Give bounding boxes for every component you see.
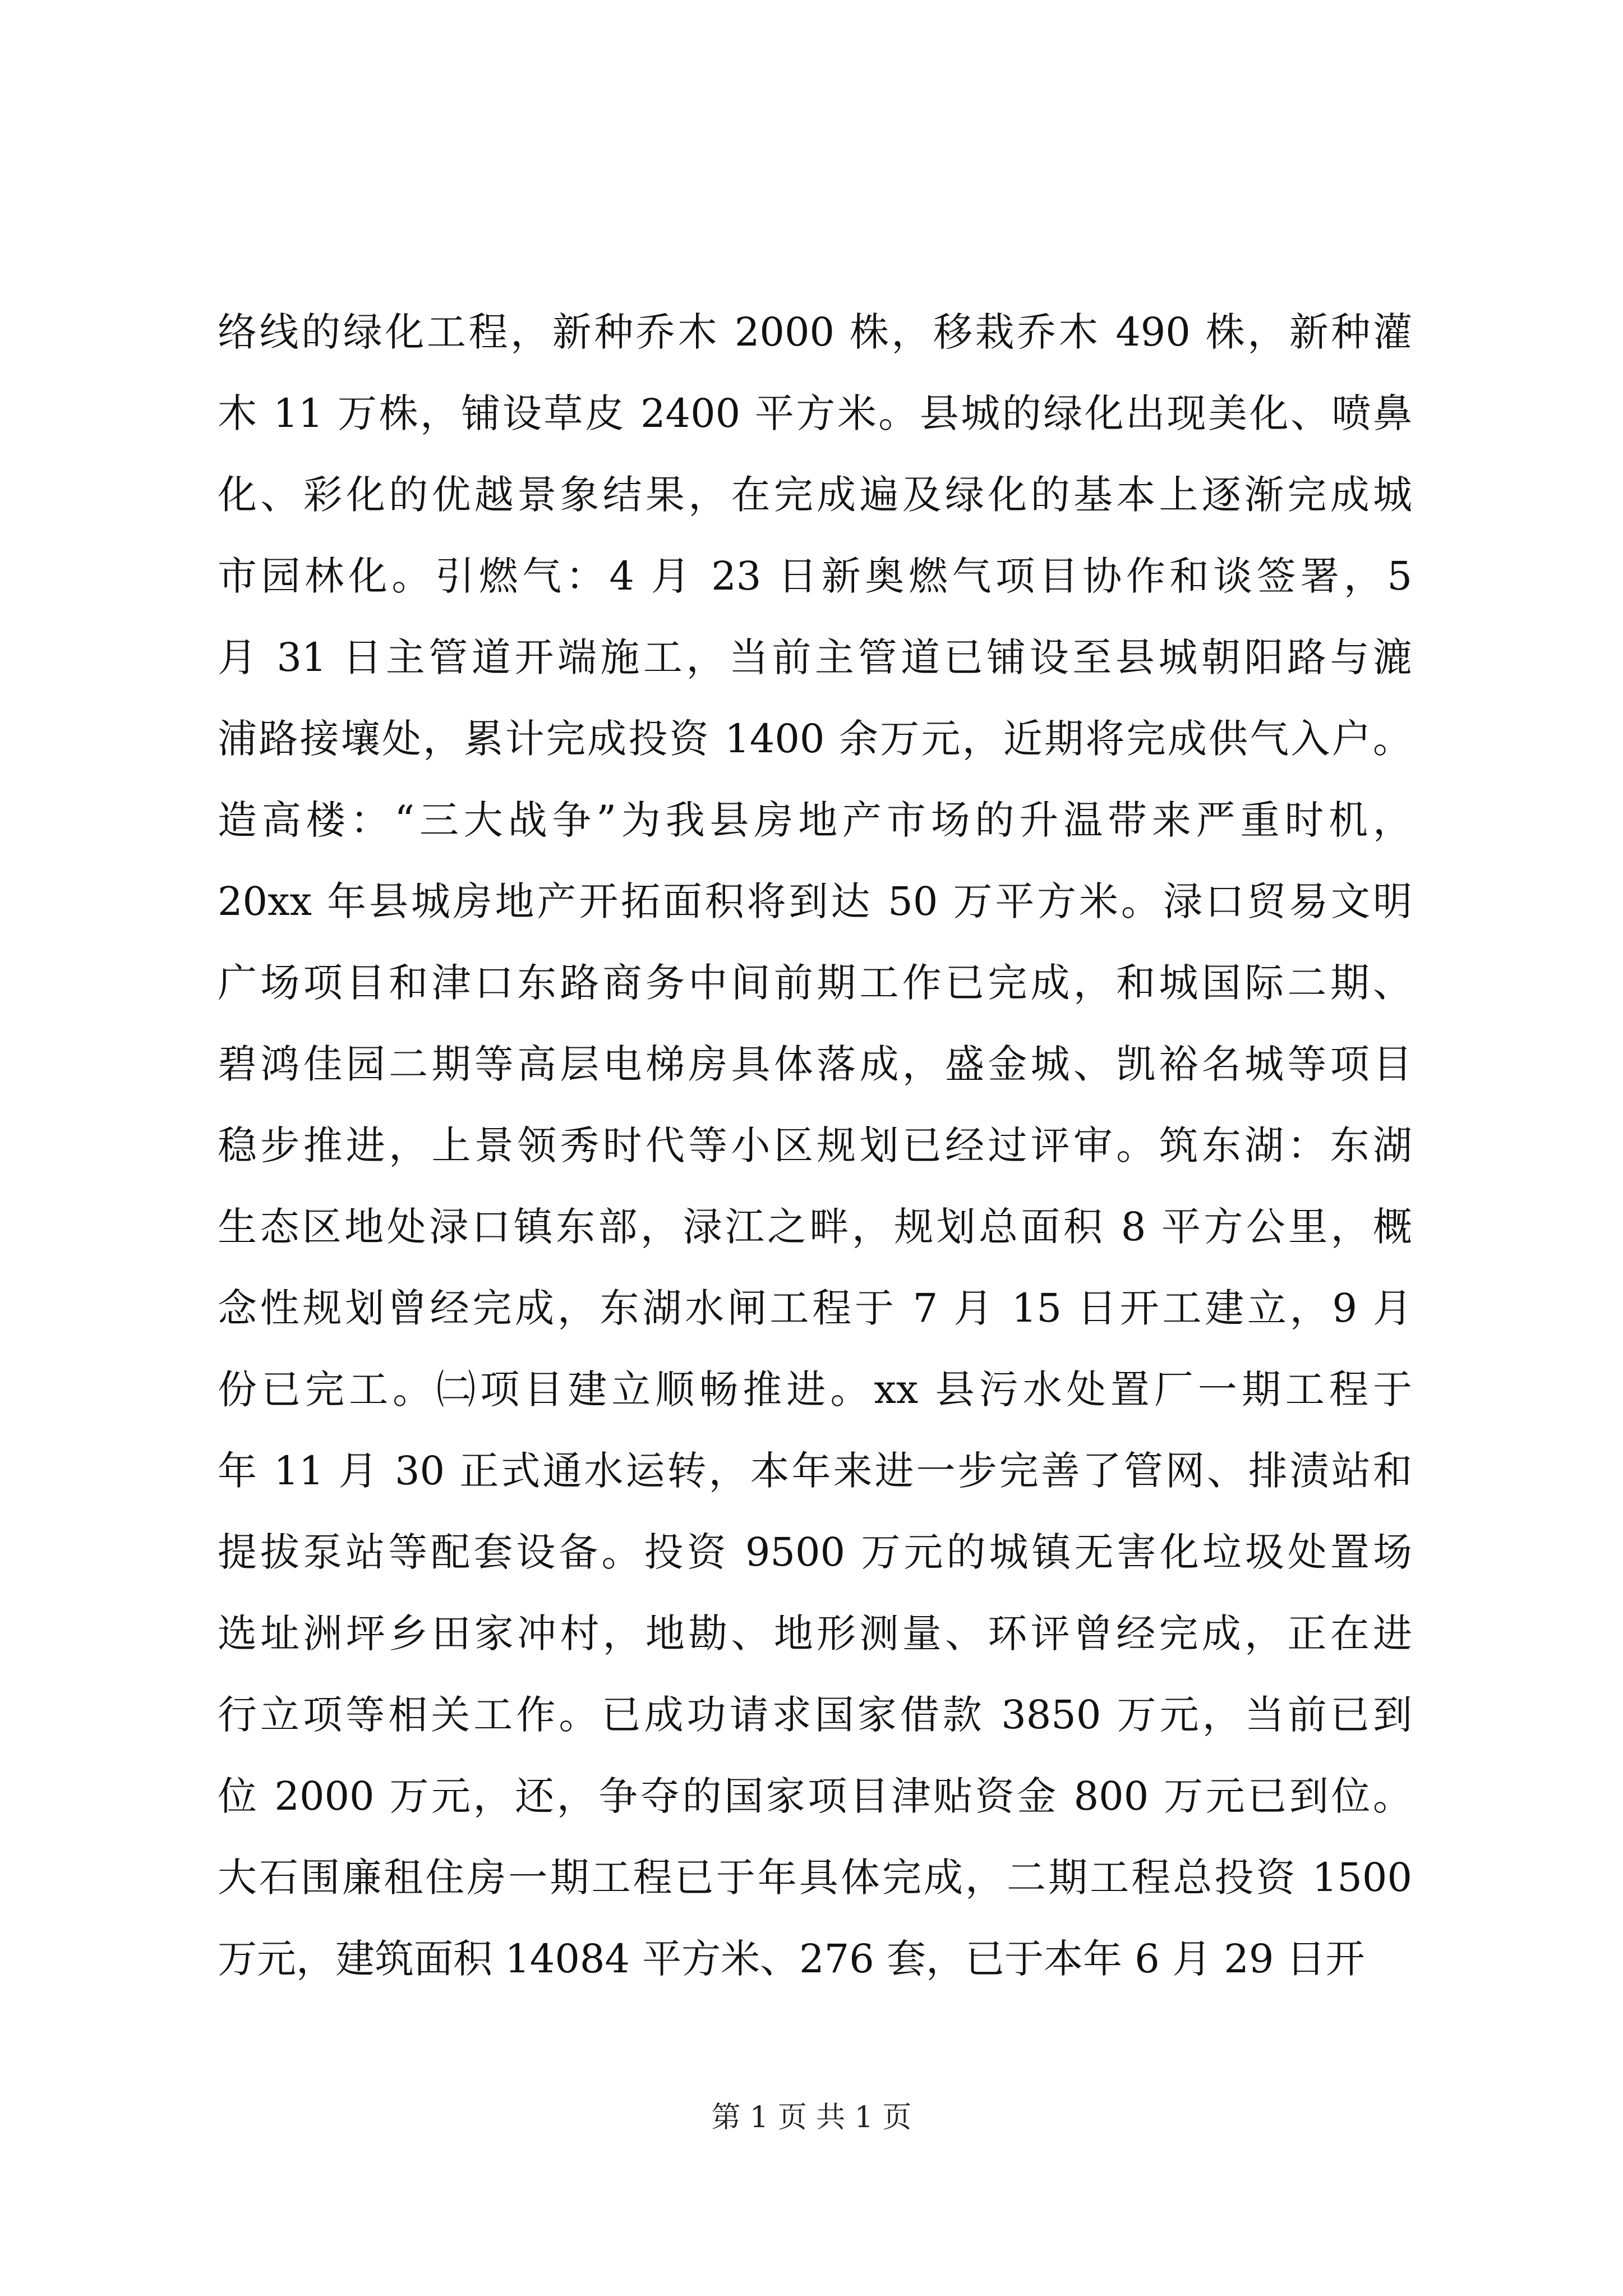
text-line: 大石围廉租住房一期工程已于年具体完成，二期工程总投资 1500 [218, 1855, 1412, 1901]
text-line: 稳步推进，上景领秀时代等小区规划已经过评审。筑东湖：东湖 [218, 1122, 1412, 1168]
text-line: 碧鸿佳园二期等高层电梯房具体落成，盛金城、凯裕名城等项目 [218, 1041, 1412, 1087]
text-line: 20xx 年县城房地产开拓面积将到达 50 万平方米。渌口贸易文明 [218, 878, 1412, 924]
text-line: 选址洲坪乡田家冲村，地勘、地形测量、环评曾经完成，正在进 [218, 1611, 1412, 1657]
text-line: 份已完工。㈡项目建立顺畅推进。xx 县污水处置厂一期工程于 [218, 1366, 1412, 1412]
text-line: 位 2000 万元，还，争夺的国家项目津贴资金 800 万元已到位。 [218, 1773, 1412, 1819]
text-line: 万元，建筑面积 14084 平方米、276 套，已于本年 6 月 29 日开 [218, 1936, 1365, 1982]
text-line: 月 31 日主管道开端施工，当前主管道已铺设至县城朝阳路与漉 [218, 634, 1412, 680]
page-footer [0, 2098, 1623, 2137]
text-line: 广场项目和津口东路商务中间前期工作已完成，和城国际二期、 [218, 960, 1412, 1006]
page-number-label: 第 1 页 共 1 页 [711, 2101, 912, 2134]
text-line: 络线的绿化工程，新种乔木 2000 株，移栽乔木 490 株，新种灌 [218, 309, 1412, 355]
text-line: 生态区地处渌口镇东部，渌江之畔，规划总面积 8 平方公里，概 [218, 1204, 1412, 1250]
text-line: 浦路接壤处，累计完成投资 1400 余万元，近期将完成供气入户。 [218, 716, 1412, 762]
text-line: 行立项等相关工作。已成功请求国家借款 3850 万元，当前已到 [218, 1692, 1412, 1738]
text-line: 年 11 月 30 正式通水运转，本年来进一步完善了管网、排渍站和 [218, 1448, 1412, 1494]
document-body [218, 292, 1412, 2000]
text-line: 市园林化。引燃气：4 月 23 日新奥燃气项目协作和谈签署，5 [218, 553, 1412, 599]
text-line: 木 11 万株，铺设草皮 2400 平方米。县城的绿化出现美化、喷鼻 [218, 390, 1412, 436]
text-line: 提拔泵站等配套设备。投资 9500 万元的城镇无害化垃圾处置场 [218, 1529, 1412, 1575]
text-line: 造高楼：“三大战争”为我县房地产市场的升温带来严重时机， [218, 797, 1412, 843]
text-line: 化、彩化的优越景象结果，在完成遍及绿化的基本上逐渐完成城 [218, 472, 1412, 518]
text-line: 念性规划曾经完成，东湖水闸工程于 7 月 15 日开工建立，9 月 [218, 1285, 1412, 1331]
